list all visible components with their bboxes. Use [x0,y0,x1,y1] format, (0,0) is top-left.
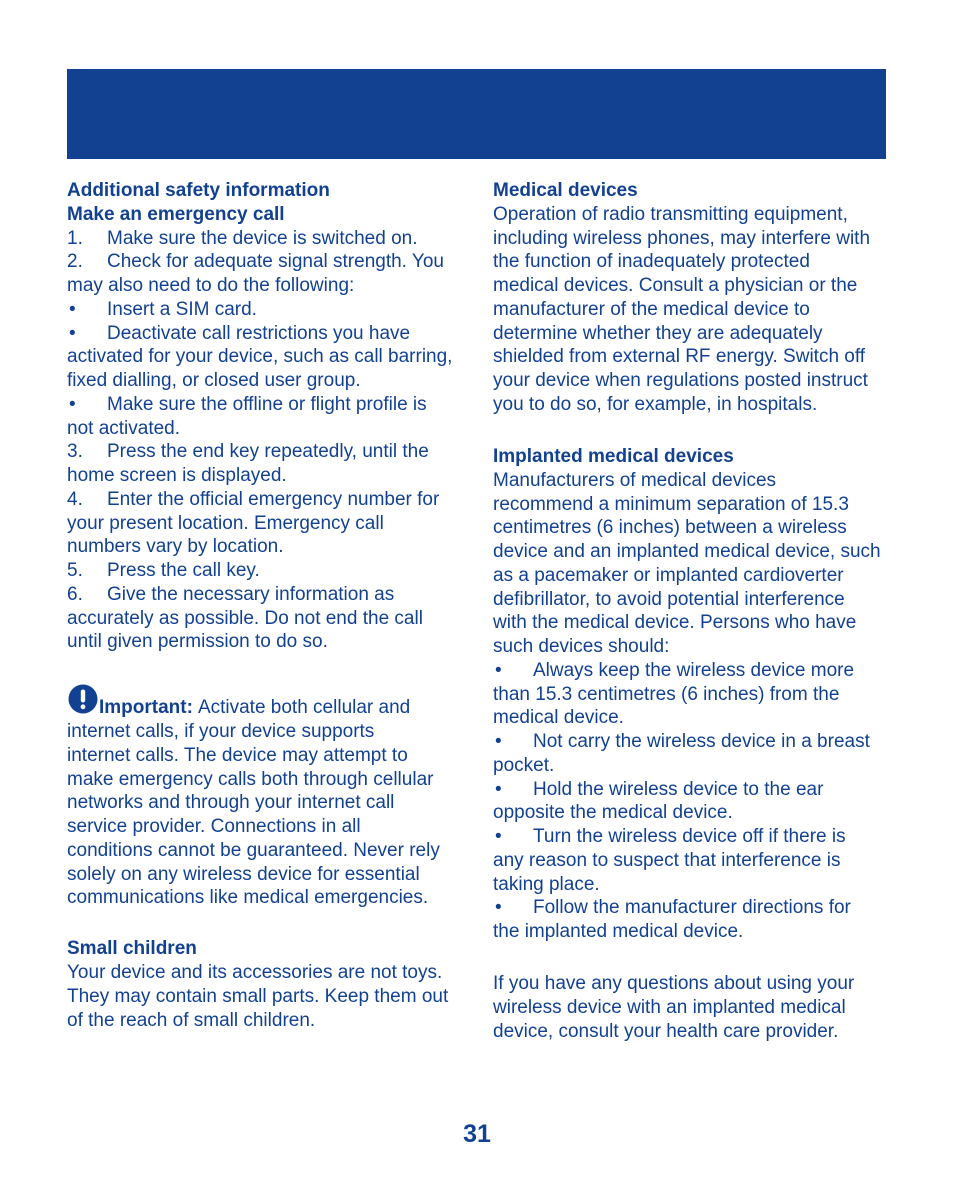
list-item [67,250,467,298]
list-marker: 4. [67,488,83,510]
list-item-text: numbers vary by location. [67,536,284,558]
list-item-text: Enter the official emergency number for [107,488,440,510]
text-line [67,250,467,274]
bullet-marker: • [495,826,502,847]
list-item [67,227,467,251]
text-line [67,583,467,607]
list-item-text: not activated. [67,417,181,439]
list-marker: 1. [67,227,83,249]
text-line [67,227,467,251]
text-line [67,488,467,512]
paragraph-line: you to do so, for example, in hospitals. [493,393,818,415]
exclamation-icon [68,684,98,714]
list-item-text: your present location. Emergency call [67,512,384,534]
list-marker: 6. [67,583,83,605]
paragraph-line: of the reach of small children. [67,1009,316,1031]
text-line [493,659,893,683]
paragraph-line: determine whether they are adequately [493,322,823,344]
subsection-heading: Make an emergency call [67,203,285,225]
list-item-text: Check for adequate signal strength. You [107,251,444,273]
important-text: conditions cannot be guaranteed. Never rely [67,839,440,861]
paragraph-line: medical devices. Consult a physician or the [493,275,858,296]
paragraph-line: device and an implanted medical device, such [493,541,881,562]
list-item-text: fixed dialling, or closed user group. [67,370,361,391]
list-item-text: Insert a SIM card. [107,298,257,320]
list-item-text: Always keep the wireless device more [533,659,855,681]
text-line [67,696,467,720]
paragraph-line: wireless device with an implanted medical [493,996,846,1018]
list-item-text: Hold the wireless device to the ear [533,778,824,800]
text-line [67,393,467,417]
paragraph-line: defibrillator, to avoid potential interference [493,588,845,610]
list-marker: 3. [67,441,83,463]
list-item [493,730,893,778]
paragraph-line: manufacturer of the medical device to [493,298,810,320]
list-item-text: may also need to do the following: [67,275,355,296]
paragraph-line: Operation of radio transmitting equipment, [493,203,848,225]
paragraph-line: shielded from external RF energy. Switch off [493,346,866,368]
list-item-text: Deactivate call restrictions you have [107,322,411,344]
list-item-text: accurately as possible. Do not end the call [67,607,423,629]
paragraph-line: such devices should: [493,636,670,657]
bullet-marker: • [69,322,76,344]
list-item [67,583,467,654]
list-item-text: any reason to suspect that interference is [493,849,841,871]
section-heading: Small children [67,938,197,960]
list-item [67,322,467,393]
list-item-text: Turn the wireless device off if there is [533,826,846,847]
list-item-text: pocket. [493,754,555,776]
text-line [67,440,467,464]
bullet-marker: • [495,897,502,919]
paragraph-line: device, consult your health care provider. [493,1020,839,1042]
text-line [67,559,467,583]
section-heading: Implanted medical devices [493,446,734,467]
important-text: make emergency calls both through cellular [67,768,434,790]
bullet-marker: • [69,298,76,320]
implanted-medical-devices-section [493,445,893,1043]
list-item-text: activated for your device, such as call barring, [67,346,453,368]
list-item [67,488,467,559]
list-item-text: Press the call key. [107,560,260,581]
list-item-text: opposite the medical device. [493,802,733,824]
important-text: internet calls, if your device supports [67,721,375,742]
paragraph-line: including wireless phones, may interfere with [493,227,871,249]
important-text: Activate both cellular and [197,697,411,719]
important-text: networks and through your internet call [67,792,395,814]
list-marker: 2. [67,251,83,273]
list-item-text: medical device. [493,707,624,729]
paragraph-line: the function of inadequately protected [493,251,810,273]
list-item-text: home screen is displayed. [67,465,287,486]
closing-paragraph [493,972,893,1043]
list-item [67,298,467,322]
list-item-text: Give the necessary information as [107,583,395,605]
paragraph-line: centimetres (6 inches) between a wireless [493,517,847,539]
paragraph-line: Your device and its accessories are not toys. [67,962,443,983]
list-item-text: Make sure the offline or flight profile is [107,393,427,415]
paragraph-line: They may contain small parts. Keep them out [67,985,449,1007]
list-item-text: than 15.3 centimetres (6 inches) from the [493,683,840,705]
text-line [493,896,893,920]
list-item [67,393,467,441]
page-number: 31 [463,1120,491,1148]
list-item [493,825,893,896]
bullet-marker: • [69,393,76,415]
list-item [493,659,893,730]
bullet-marker: • [495,778,502,800]
list-item-text: the implanted medical device. [493,921,744,942]
important-label: Important: [99,697,193,719]
list-item-text: Press the end key repeatedly, until the [107,441,429,463]
left-column [67,179,467,1032]
important-text: internet calls. The device may attempt to [67,744,408,766]
list-marker: 5. [67,560,83,581]
bullet-marker: • [495,731,502,752]
paragraph-line: If you have any questions about using your [493,973,855,994]
important-text: service provider. Connections in all [67,816,361,837]
list-item [493,896,893,944]
list-item [67,559,467,583]
paragraph-line: as a pacemaker or implanted cardioverter [493,564,844,586]
list-item-text: until given permission to do so. [67,631,328,653]
important-text: solely on any wireless device for essential [67,863,420,885]
important-note [67,696,467,910]
list-item [67,440,467,488]
small-children-section [67,937,467,1032]
right-column [493,179,893,1043]
section-heading: Additional safety information [67,180,330,201]
text-line [67,322,467,346]
text-line [67,298,467,322]
list-item-text: taking place. [493,873,600,895]
text-line [493,825,893,849]
paragraph-line: recommend a minimum separation of 15.3 [493,493,849,515]
paragraph-line: Manufacturers of medical devices [493,469,777,491]
paragraph-line: your device when regulations posted instruct [493,370,868,391]
header-bar [67,69,886,159]
medical-devices-section [493,179,893,417]
important-text: communications like medical emergencies. [67,887,429,909]
list-item [493,778,893,826]
text-line [493,730,893,754]
bullet-marker: • [495,659,502,681]
list-item-text: Follow the manufacturer directions for [533,897,851,919]
list-item-text: Make sure the device is switched on. [107,227,418,249]
section-heading: Medical devices [493,180,638,201]
text-line [493,778,893,802]
paragraph-line: with the medical device. Persons who have [493,612,857,634]
list-item-text: Not carry the wireless device in a breast [533,731,870,752]
